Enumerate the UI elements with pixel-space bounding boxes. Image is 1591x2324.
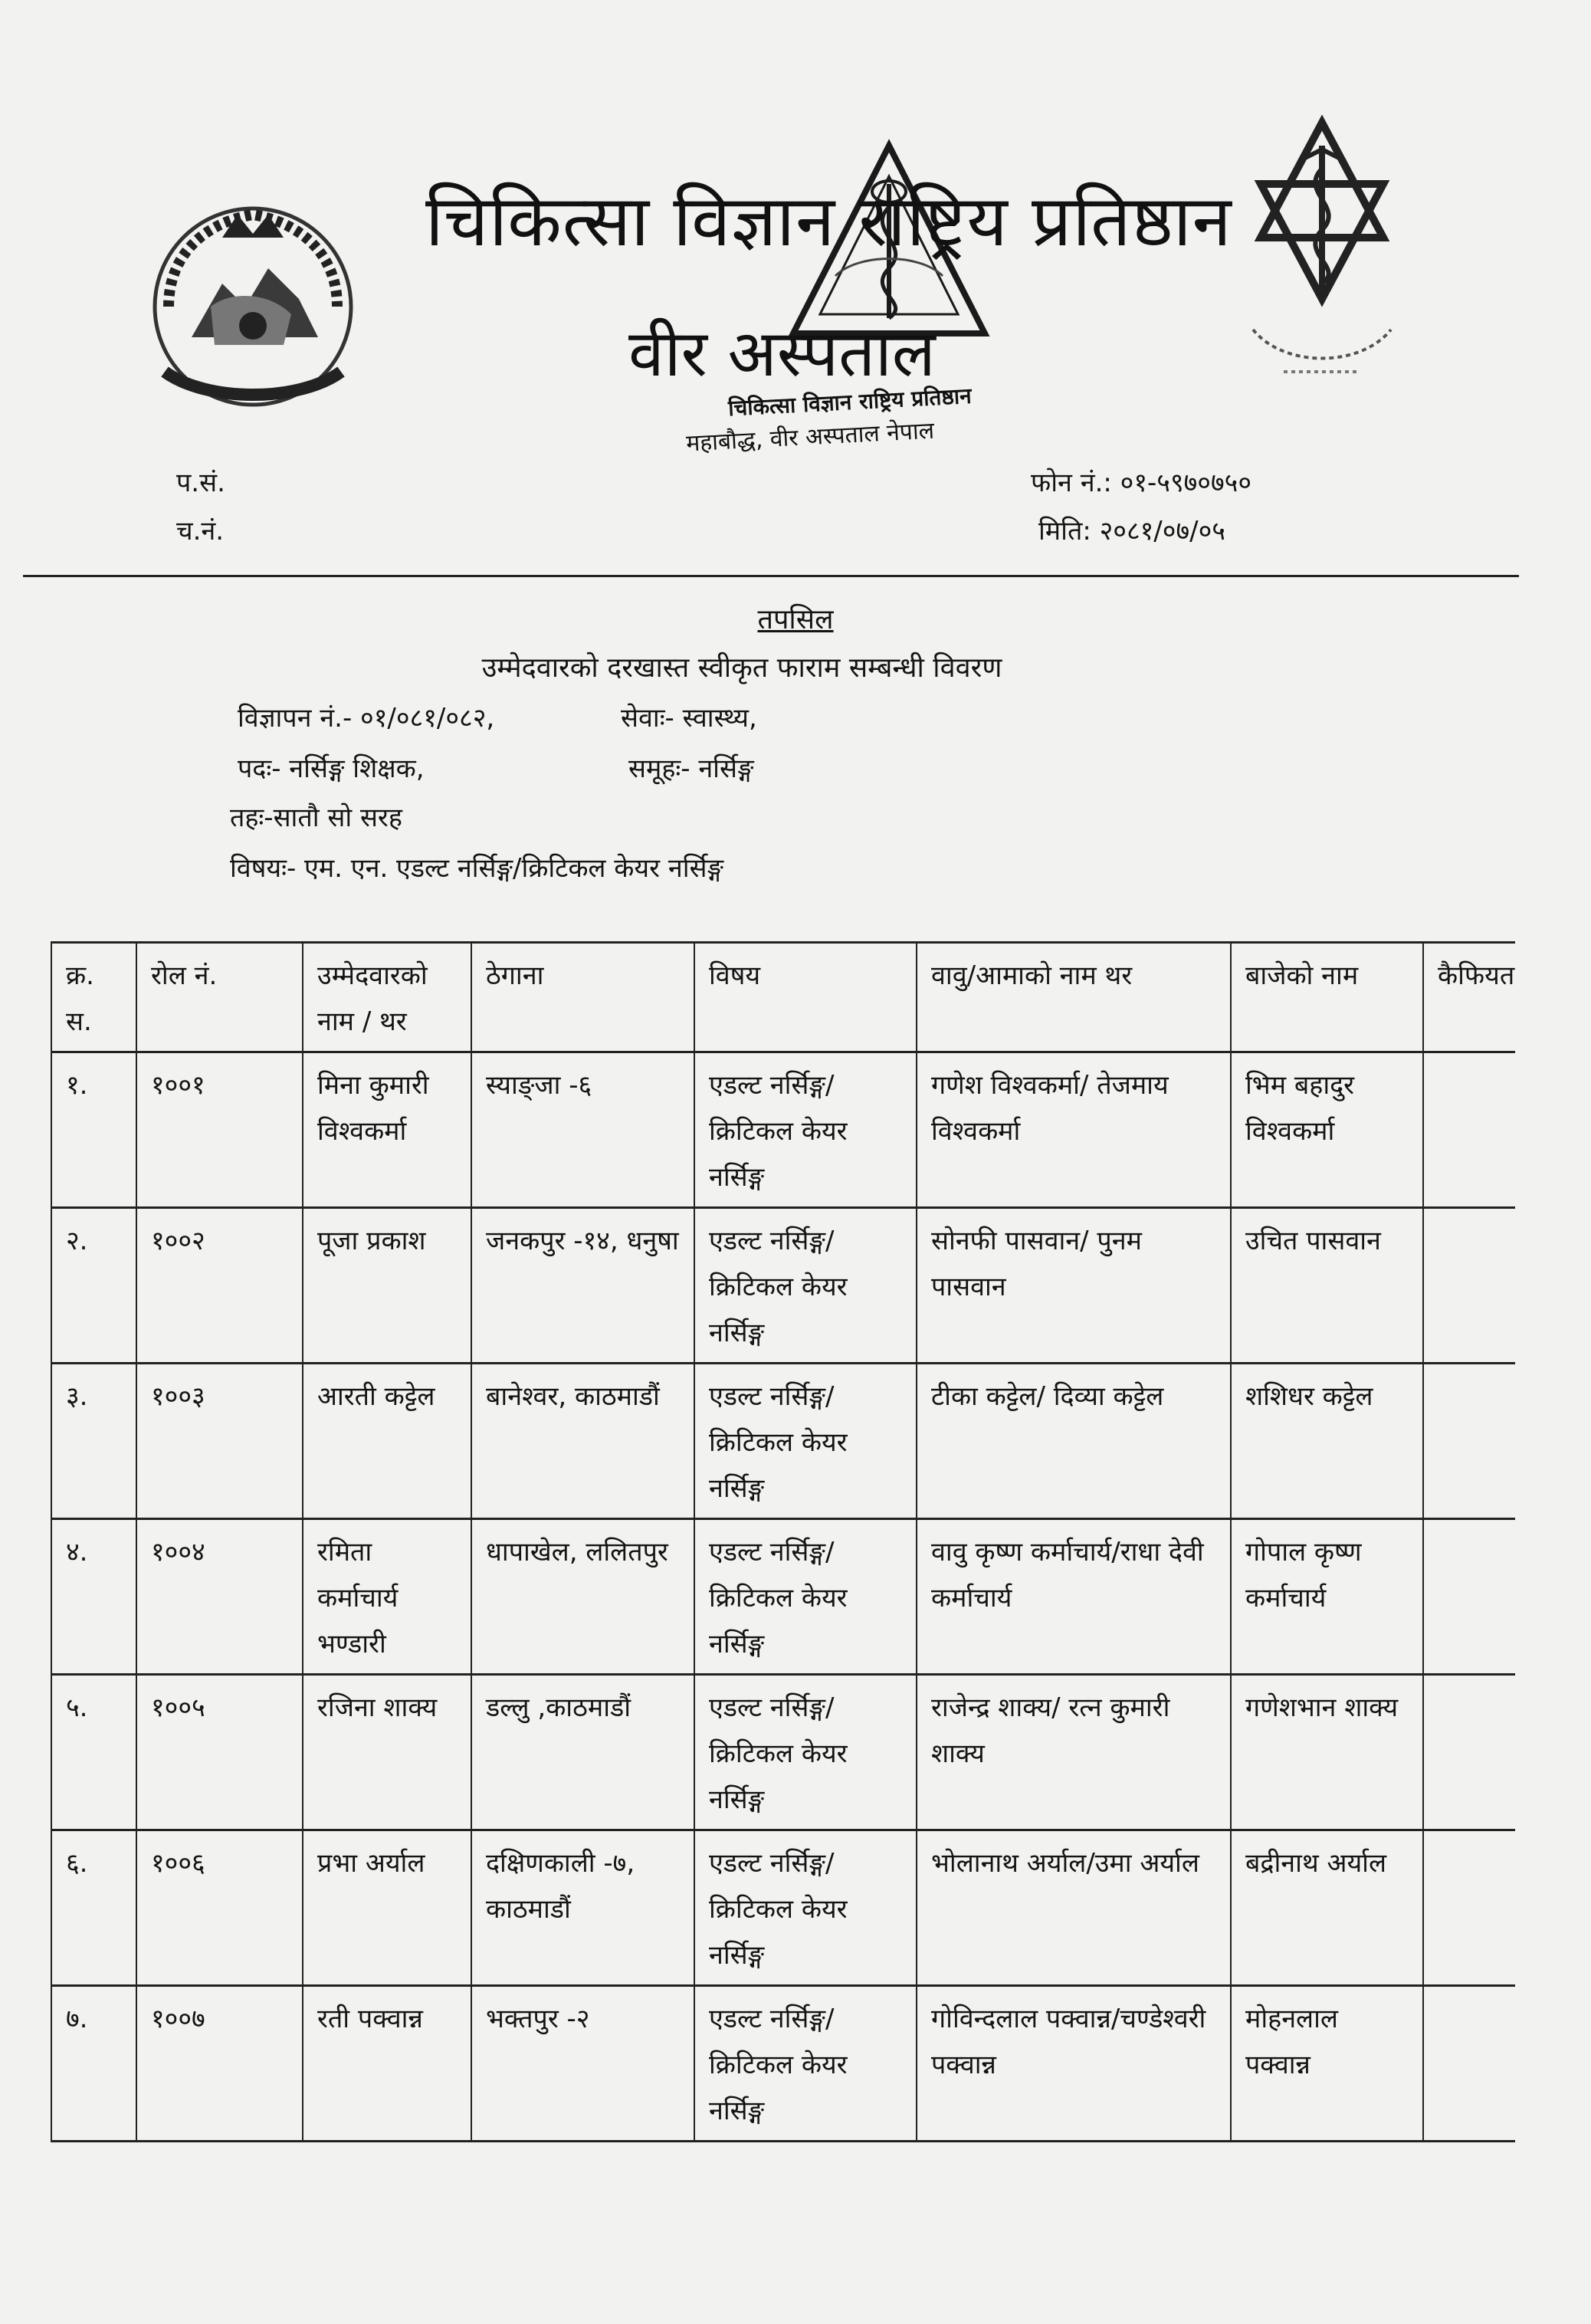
cell-candidate-name: प्रभा अर्याल <box>303 1830 471 1986</box>
col-parents-name: वावु/आमाको नाम थर <box>917 943 1231 1052</box>
stamp-line-1: चिकित्सा विज्ञान राष्ट्रिय प्रतिष्ठान <box>727 382 973 422</box>
cell-serial: १. <box>51 1052 136 1208</box>
hospital-name: वीर अस्पताल <box>628 316 936 391</box>
table-row <box>51 1052 1515 1208</box>
col-remarks: कैफियत <box>1423 943 1515 1052</box>
cell-address: डल्लु ,काठमाडौं <box>471 1675 694 1830</box>
subject: विषयः- एम. एन. एडल्ट नर्सिङ्ग/क्रिटिकल केयर नर्सिङ्ग <box>230 853 724 884</box>
cell-address: जनकपुर -१४, धनुषा <box>471 1208 694 1364</box>
cell-candidate-name: रजिना शाक्य <box>303 1675 471 1830</box>
cell-grandfather-name: मोहनलाल पक्वान्न <box>1231 1986 1423 2142</box>
cell-address: दक्षिणकाली -७, काठमाडौं <box>471 1830 694 1986</box>
table-row <box>51 1986 1515 2142</box>
cell-serial: २. <box>51 1208 136 1364</box>
cell-remarks <box>1423 1364 1515 1519</box>
reference-number-label: प.सं. <box>176 468 225 498</box>
cell-candidate-name: पूजा प्रकाश <box>303 1208 471 1364</box>
document-heading: तपसिल <box>757 604 834 635</box>
cell-remarks <box>1423 1986 1515 2142</box>
dispatch-number-label: च.नं. <box>176 516 225 547</box>
cell-candidate-name: आरती कट्टेल <box>303 1364 471 1519</box>
col-grandfather-name: बाजेको नाम <box>1231 943 1423 1052</box>
cell-roll-no: १००७ <box>136 1986 303 2142</box>
cell-subject: एडल्ट नर्सिङ्ग/ क्रिटिकल केयर नर्सिङ्ग <box>694 1208 917 1364</box>
cell-grandfather-name: गणेशभान शाक्य <box>1231 1675 1423 1830</box>
col-roll-no: रोल नं. <box>136 943 303 1052</box>
cell-subject: एडल्ट नर्सिङ्ग/ क्रिटिकल केयर नर्सिङ्ग <box>694 1986 917 2142</box>
table-row <box>51 1675 1515 1830</box>
cell-parents-name: गोविन्दलाल पक्वान्न/चण्डेश्वरी पक्वान्न <box>917 1986 1231 2142</box>
cell-grandfather-name: शशिधर कट्टेल <box>1231 1364 1423 1519</box>
advertisement-number: विज्ञापन नं.- ०१/०८१/०८२, <box>238 703 495 734</box>
post: पदः- नर्सिङ्ग शिक्षक, <box>238 753 425 784</box>
cell-serial: ३. <box>51 1364 136 1519</box>
stamp-line-2: महाबौद्ध, वीर अस्पताल नेपाल <box>685 417 935 458</box>
cell-roll-no: १००२ <box>136 1208 303 1364</box>
cell-grandfather-name: गोपाल कृष्ण कर्माचार्य <box>1231 1519 1423 1675</box>
cell-subject: एडल्ट नर्सिङ्ग/ क्रिटिकल केयर नर्सिङ्ग <box>694 1519 917 1675</box>
cell-subject: एडल्ट नर्सिङ्ग/ क्रिटिकल केयर नर्सिङ्ग <box>694 1364 917 1519</box>
cell-remarks <box>1423 1519 1515 1675</box>
organization-name: चिकित्सा विज्ञान राष्ट्रिय प्रतिष्ठान <box>425 180 1232 262</box>
col-candidate-name: उम्मेदवारको नाम / थर <box>303 943 471 1052</box>
cell-candidate-name: रमिता कर्माचार्य भण्डारी <box>303 1519 471 1675</box>
cell-roll-no: १००५ <box>136 1675 303 1830</box>
table-row <box>51 1830 1515 1986</box>
service: सेवाः- स्वास्थ्य, <box>621 703 757 734</box>
level: तहः-सातौ सो सरह <box>230 803 402 833</box>
cell-remarks <box>1423 1208 1515 1364</box>
cell-serial: ७. <box>51 1986 136 2142</box>
document-subheading: उम्मेदवारको दरखास्त स्वीकृत फाराम सम्बन्धी विवरण <box>481 652 1002 684</box>
cell-roll-no: १००३ <box>136 1364 303 1519</box>
document-date: मिति: २०८१/०७/०५ <box>1038 516 1225 547</box>
cell-parents-name: वावु कृष्ण कर्माचार्य/राधा देवी कर्माचार्य <box>917 1519 1231 1675</box>
cell-candidate-name: मिना कुमारी विश्वकर्मा <box>303 1052 471 1208</box>
cell-remarks <box>1423 1675 1515 1830</box>
cell-serial: ५. <box>51 1675 136 1830</box>
cell-grandfather-name: उचित पासवान <box>1231 1208 1423 1364</box>
cell-candidate-name: रती पक्वान्न <box>303 1986 471 2142</box>
cell-subject: एडल्ट नर्सिङ्ग/ क्रिटिकल केयर नर्सिङ्ग <box>694 1675 917 1830</box>
cell-address: भक्तपुर -२ <box>471 1986 694 2142</box>
col-address: ठेगाना <box>471 943 694 1052</box>
cell-serial: ६. <box>51 1830 136 1986</box>
candidate-table <box>51 941 1515 2142</box>
table-row <box>51 1364 1515 1519</box>
cell-parents-name: गणेश विश्वकर्मा/ तेजमाय विश्वकर्मा <box>917 1052 1231 1208</box>
cell-roll-no: १००४ <box>136 1519 303 1675</box>
cell-parents-name: टीका कट्टेल/ दिव्या कट्टेल <box>917 1364 1231 1519</box>
phone-number: फोन नं.: ०१-५९७०७५० <box>1031 468 1252 498</box>
cell-parents-name: सोनफी पासवान/ पुनम पासवान <box>917 1208 1231 1364</box>
group: समूहः- नर्सिङ्ग <box>628 753 754 784</box>
nams-emblem <box>1238 115 1406 422</box>
cell-serial: ४. <box>51 1519 136 1675</box>
cell-subject: एडल्ट नर्सिङ्ग/ क्रिटिकल केयर नर्सिङ्ग <box>694 1830 917 1986</box>
cell-address: बानेश्वर, काठमाडौं <box>471 1364 694 1519</box>
cell-address: स्याङ्जा -६ <box>471 1052 694 1208</box>
cell-grandfather-name: भिम बहादुर विश्वकर्मा <box>1231 1052 1423 1208</box>
cell-remarks <box>1423 1830 1515 1986</box>
cell-roll-no: १००६ <box>136 1830 303 1986</box>
cell-parents-name: भोलानाथ अर्याल/उमा अर्याल <box>917 1830 1231 1986</box>
cell-grandfather-name: बद्रीनाथ अर्याल <box>1231 1830 1423 1986</box>
col-serial: क्र. स. <box>51 943 136 1052</box>
header-divider <box>23 575 1519 577</box>
nepal-government-emblem <box>138 192 368 422</box>
cell-address: धापाखेल, ललितपुर <box>471 1519 694 1675</box>
table-header-row <box>51 943 1515 1052</box>
cell-roll-no: १००१ <box>136 1052 303 1208</box>
table-row <box>51 1519 1515 1675</box>
cell-remarks <box>1423 1052 1515 1208</box>
col-subject: विषय <box>694 943 917 1052</box>
cell-parents-name: राजेन्द्र शाक्य/ रत्न कुमारी शाक्य <box>917 1675 1231 1830</box>
table-row <box>51 1208 1515 1364</box>
cell-subject: एडल्ट नर्सिङ्ग/ क्रिटिकल केयर नर्सिङ्ग <box>694 1052 917 1208</box>
